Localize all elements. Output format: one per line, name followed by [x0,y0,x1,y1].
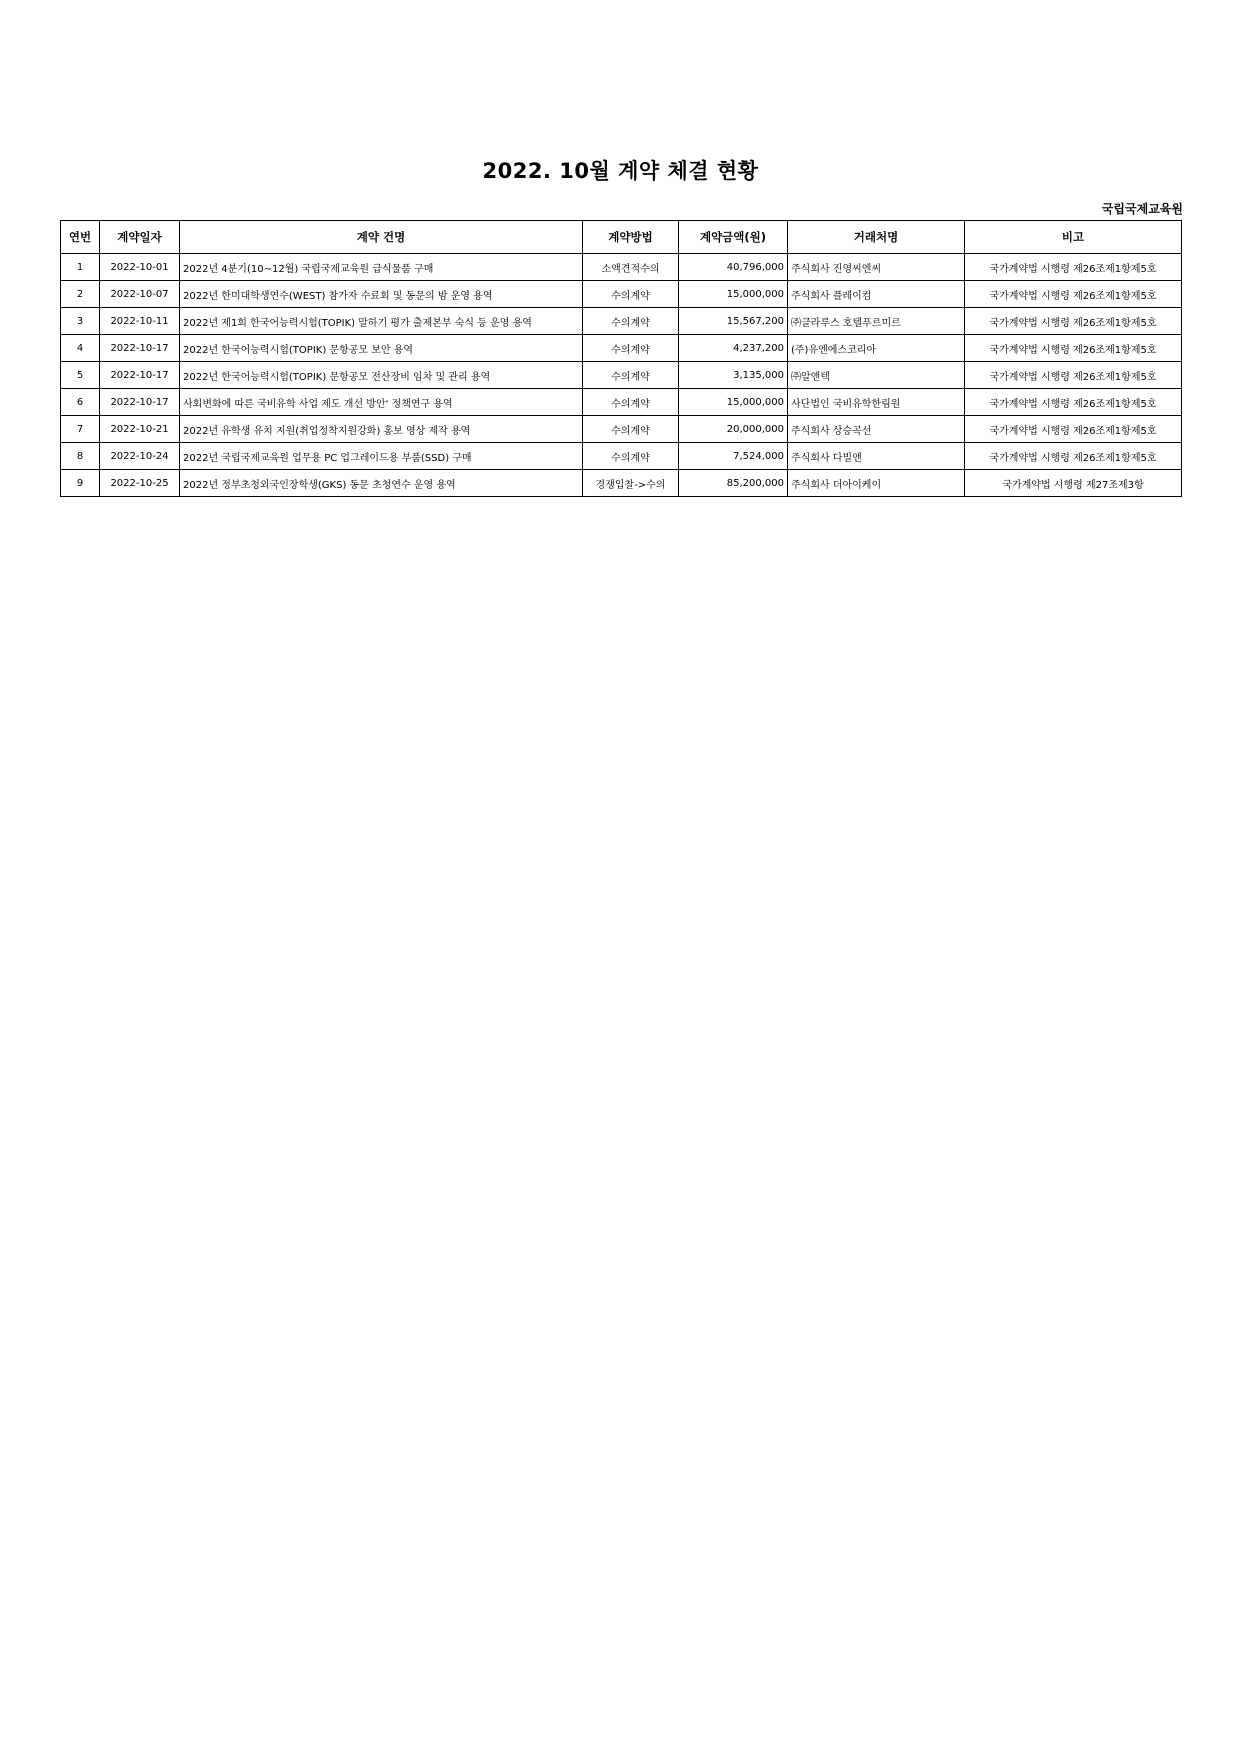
cell-date: 2022-10-07 [100,281,180,308]
cell-amount: 15,567,200 [679,308,788,335]
cell-vendor: 주식회사 상승곡선 [788,416,965,443]
cell-subject: 2022년 정부초청외국인장학생(GKS) 동문 초청연수 운영 용역 [180,470,583,497]
cell-amount: 40,796,000 [679,254,788,281]
cell-method: 수의계약 [583,335,679,362]
cell-method: 수의계약 [583,281,679,308]
cell-vendor: 주식회사 플레이컴 [788,281,965,308]
table-row [61,389,1182,416]
cell-remarks: 국가계약법 시행령 제26조제1항제5호 [965,389,1182,416]
header-date: 계약일자 [100,221,180,254]
cell-subject: 2022년 한미대학생연수(WEST) 참가자 수료회 및 동문의 밤 운영 용역 [180,281,583,308]
cell-date: 2022-10-25 [100,470,180,497]
cell-amount: 20,000,000 [679,416,788,443]
table-row [61,281,1182,308]
cell-amount: 15,000,000 [679,389,788,416]
cell-seq: 1 [61,254,100,281]
cell-subject: 2022년 제1회 한국어능력시험(TOPIK) 말하기 평가 출제본부 숙식 등 운영 용역 [180,308,583,335]
cell-amount: 3,135,000 [679,362,788,389]
cell-seq: 2 [61,281,100,308]
cell-seq: 6 [61,389,100,416]
table-row [61,416,1182,443]
cell-method: 수의계약 [583,362,679,389]
cell-date: 2022-10-17 [100,389,180,416]
cell-vendor: 주식회사 다빌앤 [788,443,965,470]
cell-method: 수의계약 [583,389,679,416]
cell-remarks: 국가계약법 시행령 제26조제1항제5호 [965,308,1182,335]
cell-subject: 2022년 유학생 유치 지원(취업정착지원강화) 홍보 영상 제작 용역 [180,416,583,443]
cell-seq: 9 [61,470,100,497]
cell-remarks: 국가계약법 시행령 제27조제3항 [965,470,1182,497]
table-row [61,308,1182,335]
cell-date: 2022-10-21 [100,416,180,443]
cell-remarks: 국가계약법 시행령 제26조제1항제5호 [965,281,1182,308]
table-row [61,335,1182,362]
cell-vendor: ㈜알앤텍 [788,362,965,389]
cell-remarks: 국가계약법 시행령 제26조제1항제5호 [965,443,1182,470]
header-vendor: 거래처명 [788,221,965,254]
header-remarks: 비고 [965,221,1182,254]
header-method: 계약방법 [583,221,679,254]
cell-subject: 2022년 한국어능력시험(TOPIK) 문항공모 전산장비 임차 및 관리 용역 [180,362,583,389]
header-seq: 연번 [61,221,100,254]
cell-seq: 7 [61,416,100,443]
cell-subject: 사회변화에 따른 국비유학 사업 제도 개선 방안' 정책연구 용역 [180,389,583,416]
cell-vendor: 주식회사 진영씨엔씨 [788,254,965,281]
cell-amount: 85,200,000 [679,470,788,497]
cell-subject: 2022년 한국어능력시험(TOPIK) 문항공모 보안 용역 [180,335,583,362]
cell-vendor: ㈜클라루스 호텔푸르미르 [788,308,965,335]
cell-remarks: 국가계약법 시행령 제26조제1항제5호 [965,254,1182,281]
table-row [61,254,1182,281]
cell-amount: 7,524,000 [679,443,788,470]
cell-method: 수의계약 [583,443,679,470]
cell-vendor: 주식회사 더아이케이 [788,470,965,497]
header-subject: 계약 건명 [180,221,583,254]
cell-remarks: 국가계약법 시행령 제26조제1항제5호 [965,335,1182,362]
cell-seq: 3 [61,308,100,335]
header-amount: 계약금액(원) [679,221,788,254]
page-title: 2022. 10월 계약 체결 현황 [482,159,759,183]
cell-remarks: 국가계약법 시행령 제26조제1항제5호 [965,416,1182,443]
cell-remarks: 국가계약법 시행령 제26조제1항제5호 [965,362,1182,389]
cell-seq: 4 [61,335,100,362]
cell-vendor: (주)유엔에스코리아 [788,335,965,362]
cell-vendor: 사단법인 국비유학한림원 [788,389,965,416]
cell-amount: 4,237,200 [679,335,788,362]
cell-date: 2022-10-24 [100,443,180,470]
cell-date: 2022-10-17 [100,362,180,389]
cell-subject: 2022년 4분기(10~12월) 국립국제교육원 급식물품 구매 [180,254,583,281]
table-header-row [61,221,1182,254]
cell-seq: 8 [61,443,100,470]
cell-method: 경쟁입찰->수의 [583,470,679,497]
contracts-table [60,220,1182,497]
cell-method: 소액견적수의 [583,254,679,281]
table-row [61,362,1182,389]
cell-subject: 2022년 국립국제교육원 업무용 PC 업그레이드용 부품(SSD) 구매 [180,443,583,470]
cell-amount: 15,000,000 [679,281,788,308]
cell-method: 수의계약 [583,308,679,335]
cell-seq: 5 [61,362,100,389]
cell-date: 2022-10-01 [100,254,180,281]
cell-method: 수의계약 [583,416,679,443]
table-row [61,470,1182,497]
cell-date: 2022-10-11 [100,308,180,335]
cell-date: 2022-10-17 [100,335,180,362]
organization-name: 국립국제교육원 [1101,202,1183,216]
table-row [61,443,1182,470]
